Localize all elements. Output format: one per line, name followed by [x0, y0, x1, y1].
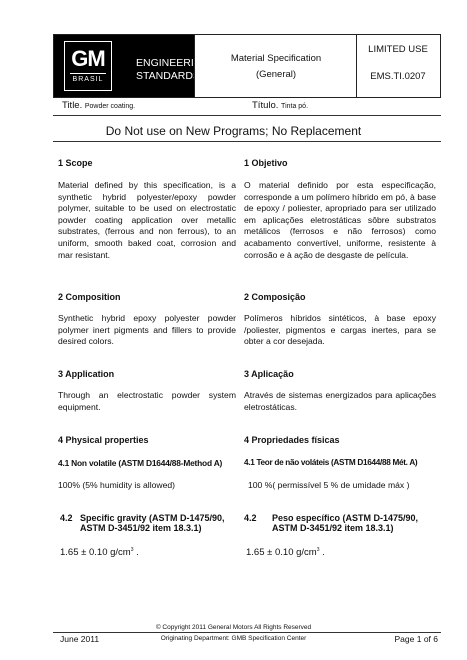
specific-gravity-heading-line-2: ASTM D-3451/92 item 18.3.1) [80, 523, 202, 533]
propriedades-fisicas-heading: 4 Propriedades físicas [244, 435, 340, 445]
objetivo-text: O material definido por esta especificação, corresponde a um polímero híbrido em pó, à base de epoxy / poliester, apropriado para ser utilizado em aplicações eletrostáticas sôbre substratos metálicos (ferrosos e não ferrosos) como acabamento convertível, uniforme, resistente à corrosão e à ação de desgaste de película. [244, 180, 436, 260]
specific-gravity-heading [80, 513, 240, 533]
title-rule [53, 115, 441, 116]
peso-especifico-heading-line-1: Peso específico (ASTM D-1475/90, [272, 513, 419, 523]
gm-logo [64, 41, 112, 91]
department-line-1: ENGINEERING [136, 57, 210, 69]
application-text: Through an electrostatic powder system equipment. [58, 390, 236, 412]
spec-type-line-1: Material Specification [230, 53, 322, 64]
logo-letters: GM [71, 46, 105, 71]
page-number: Page 1 of 6 [394, 634, 438, 644]
teor-nao-volateis-value: 100 %( permissível 5 % de umidade máx ) [248, 480, 410, 490]
title-pt-label: Título. [252, 100, 279, 111]
title-en-label: Title. [62, 100, 83, 111]
limited-use-label: LIMITED USE [368, 44, 428, 55]
title-pt [252, 100, 308, 111]
composicao-heading: 2 Composição [244, 292, 306, 302]
aplicacao-heading: 3 Aplicação [244, 369, 294, 379]
title-pt-value: Tinta pó. [281, 103, 309, 110]
peso-especifico-heading [272, 513, 440, 533]
teor-nao-volateis-heading: 4.1 Teor de não voláteis (ASTM D1644/88 Mét. A) [244, 458, 418, 467]
title-en [62, 100, 135, 111]
physical-properties-heading: 4 Physical properties [58, 435, 149, 445]
composition-heading: 2 Composition [58, 292, 121, 302]
specific-gravity-heading-line-1: Specific gravity (ASTM D-1475/90, [80, 513, 225, 523]
doc-number: EMS.TI.0207 [370, 71, 426, 82]
title-en-value: Powder coating. [84, 103, 136, 110]
specific-gravity-value: 1.65 ± 0.10 $g/cm^3$ . [60, 547, 139, 559]
non-volatile-value: 100% (5% humidity is allowed) [58, 480, 176, 490]
footer-date: June 2011 [60, 634, 100, 644]
logo-sub: BRASIL [72, 76, 104, 83]
peso-especifico-heading-line-2: ASTM D-3451/92 item 18.3.1) [272, 523, 394, 533]
footer-department: Originating Department: GMB Specification Center [160, 635, 307, 642]
scope-heading: 1 Scope [58, 158, 93, 168]
aplicacao-text: Através de sistemas energizados para aplicações eletrostáticas. [244, 390, 436, 412]
usage-box [356, 35, 440, 97]
header-box [53, 34, 441, 98]
application-heading: 3 Application [58, 369, 115, 379]
non-volatile-heading: 4.1 Non volatile (ASTM D1644/88-Method A) [58, 458, 223, 468]
logo-area [54, 35, 210, 97]
notice-rule [53, 141, 441, 142]
footer-rule [53, 632, 441, 633]
spec-type [196, 35, 356, 97]
spec-type-line-2: (General) [255, 69, 297, 80]
department-line-2: STANDARDS [136, 70, 200, 82]
composition-text: Synthetic hybrid epoxy polyester powder polymer inert pigments and fillers to provide desired colors. [58, 313, 236, 347]
replacement-notice: Do Not use on New Programs; No Replacement [105, 124, 362, 138]
peso-especifico-number: 4.2 [244, 513, 257, 523]
specific-gravity-number: 4.2 [60, 513, 73, 523]
composicao-text: Polímeros híbridos sintéticos, à base epoxy /poliester, pigmentos e cargas inertes, para se obter a cor desejada. [244, 313, 436, 347]
copyright: © Copyright 2011 General Motors All Rights Reserved [155, 624, 312, 631]
objetivo-heading: 1 Objetivo [244, 158, 288, 168]
scope-text: Material defined by this specification, is a synthetic hybrid polyester/epoxy powder polymer, suitable to be used on electrostatic powder coating application over metallic substrates, (ferrous and non ferrous), to an uniform, smooth baked coat, corrosion and mar resistant. [58, 180, 236, 260]
peso-especifico-value: 1.65 ± 0.10 $g/cm^3$ . [246, 547, 325, 559]
